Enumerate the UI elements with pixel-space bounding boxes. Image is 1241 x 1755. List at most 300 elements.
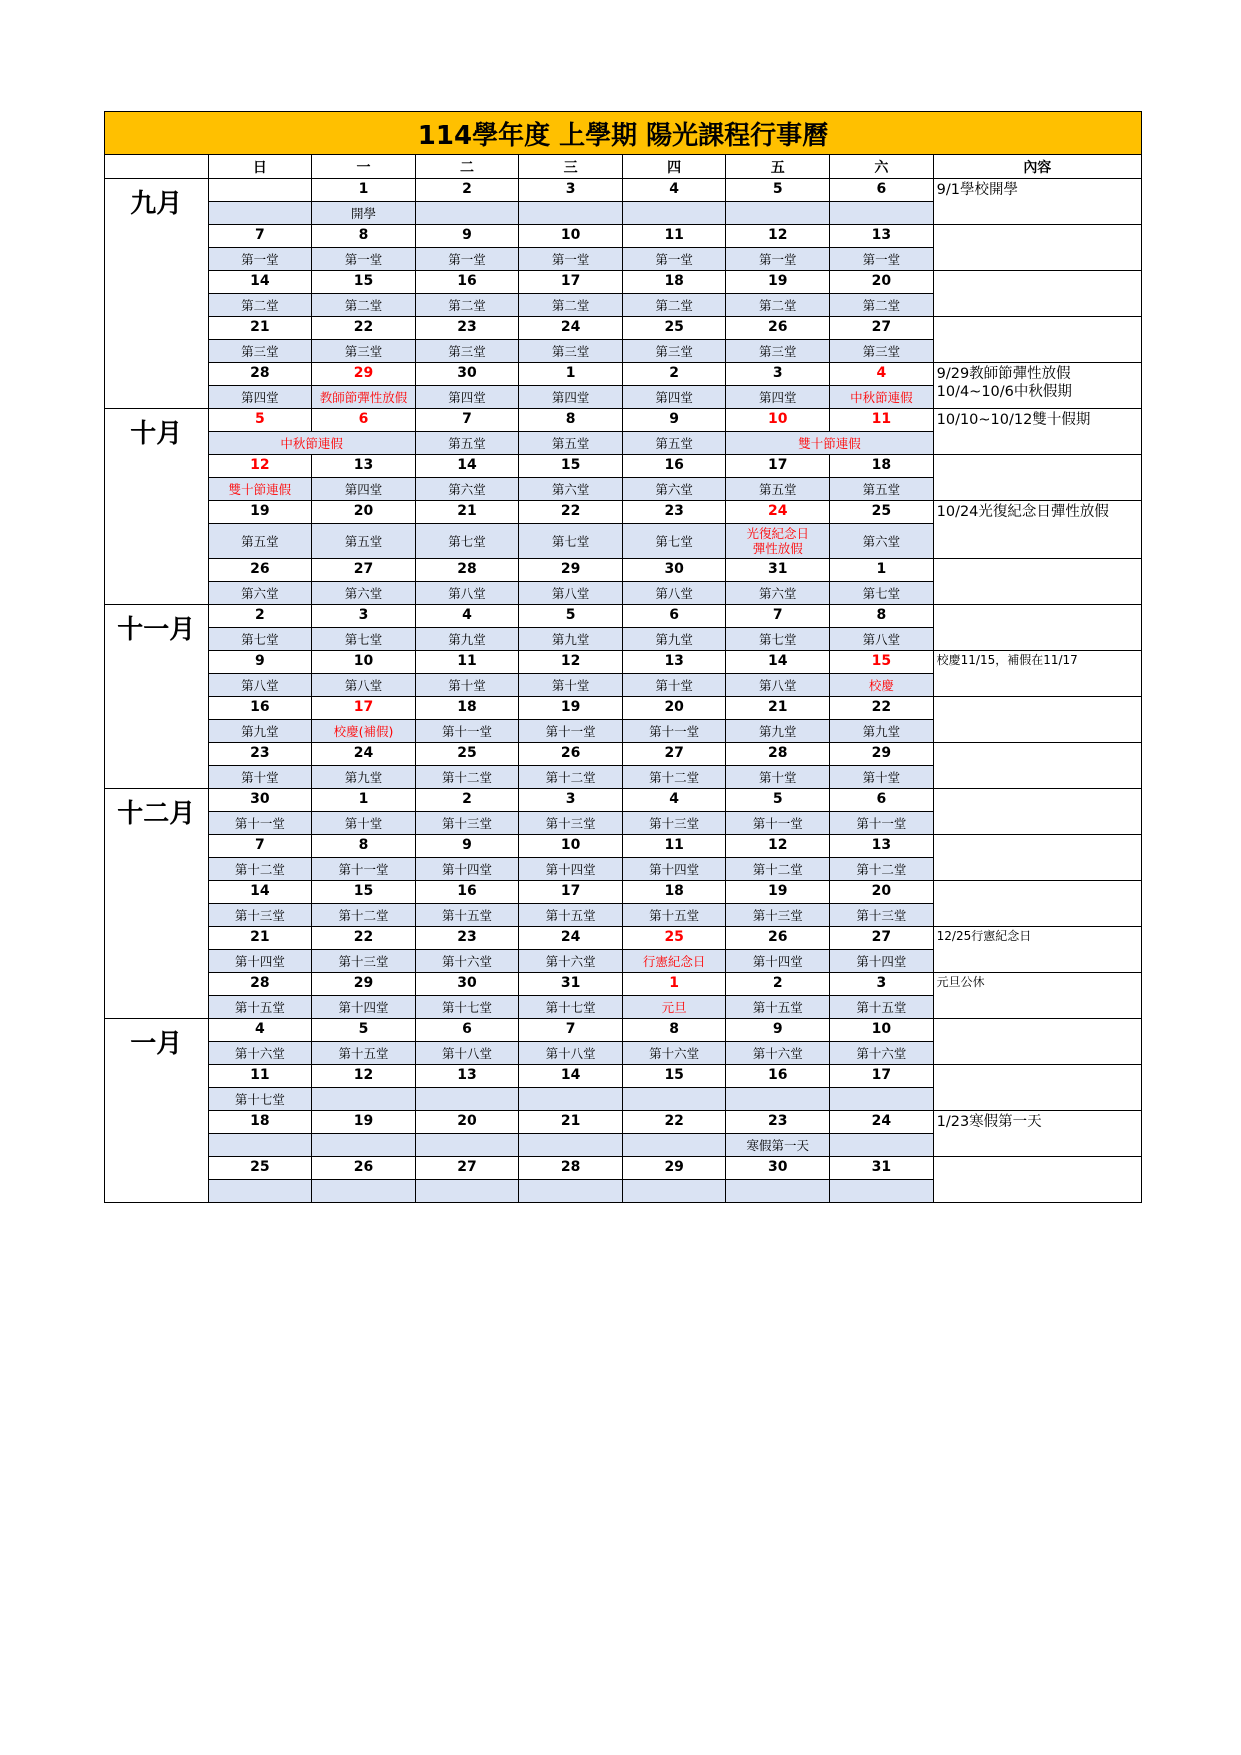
day-note: [622, 1180, 726, 1203]
day-number: 6: [830, 179, 934, 202]
week-day-row: [105, 1019, 1142, 1042]
day-note: [312, 1134, 416, 1157]
day-number: 8: [519, 409, 623, 432]
content-header: 內容: [933, 155, 1141, 179]
day-note: 第十一堂: [312, 858, 416, 881]
day-number: 30: [622, 559, 726, 582]
day-note: 校慶: [830, 674, 934, 697]
day-number: 9: [622, 409, 726, 432]
day-note: [622, 1134, 726, 1157]
day-number: 15: [830, 651, 934, 674]
day-note: 中秋節連假: [208, 432, 415, 455]
calendar-title: 114學年度 上學期 陽光課程行事曆: [105, 112, 1142, 155]
day-note: 第十三堂: [312, 950, 416, 973]
day-number: 12: [726, 225, 830, 248]
day-number: 23: [415, 927, 519, 950]
day-number: 18: [208, 1111, 312, 1134]
week-content: 元旦公休: [933, 973, 1141, 1019]
week-day-row: [105, 317, 1142, 340]
day-note: [312, 1180, 416, 1203]
day-note: 第一堂: [208, 248, 312, 271]
day-number: 17: [830, 1065, 934, 1088]
day-number: 2: [622, 363, 726, 386]
day-note: 第七堂: [726, 628, 830, 651]
day-note: 第十四堂: [519, 858, 623, 881]
day-note: 第二堂: [830, 294, 934, 317]
day-number: 24: [519, 927, 623, 950]
week-day-row: [105, 881, 1142, 904]
day-number: 14: [415, 455, 519, 478]
day-number: 21: [208, 317, 312, 340]
day-note: 第八堂: [622, 582, 726, 605]
calendar-body: [105, 179, 1142, 1203]
day-note: [622, 202, 726, 225]
day-note: [415, 1134, 519, 1157]
day-number: 12: [312, 1065, 416, 1088]
day-number: 22: [312, 927, 416, 950]
day-note: [726, 202, 830, 225]
day-note: 第六堂: [726, 582, 830, 605]
day-number: 7: [208, 225, 312, 248]
day-number: 20: [312, 501, 416, 524]
day-number: 31: [726, 559, 830, 582]
day-note: 第七堂: [415, 524, 519, 559]
day-note: [622, 1088, 726, 1111]
weekday-header: 日: [208, 155, 312, 179]
day-number: 9: [726, 1019, 830, 1042]
month-label: 一月: [105, 1019, 209, 1203]
day-note: [519, 1180, 623, 1203]
day-number: 16: [208, 697, 312, 720]
day-number: 29: [519, 559, 623, 582]
day-note: 第十五堂: [726, 996, 830, 1019]
day-note: 第四堂: [519, 386, 623, 409]
day-note: 第九堂: [415, 628, 519, 651]
day-number: 21: [415, 501, 519, 524]
day-number: 18: [830, 455, 934, 478]
day-note: 第二堂: [208, 294, 312, 317]
week-day-row: [105, 743, 1142, 766]
day-number: 31: [519, 973, 623, 996]
day-note: 第十四堂: [312, 996, 416, 1019]
day-note: 中秋節連假: [830, 386, 934, 409]
day-note: 第十八堂: [519, 1042, 623, 1065]
day-note: 第三堂: [312, 340, 416, 363]
day-note: 第十堂: [830, 766, 934, 789]
day-note: 第二堂: [312, 294, 416, 317]
day-number: 5: [726, 179, 830, 202]
day-number: 5: [519, 605, 623, 628]
day-note: 第一堂: [519, 248, 623, 271]
day-number: 19: [726, 271, 830, 294]
weekday-header: 一: [312, 155, 416, 179]
week-day-row: [105, 1065, 1142, 1088]
day-note: 第五堂: [312, 524, 416, 559]
day-note: 校慶(補假): [312, 720, 416, 743]
day-note: 第十四堂: [622, 858, 726, 881]
month-label: 十二月: [105, 789, 209, 1019]
day-note: 第九堂: [622, 628, 726, 651]
day-number: 15: [312, 271, 416, 294]
day-number: 6: [830, 789, 934, 812]
day-note: 第三堂: [415, 340, 519, 363]
day-note: [208, 1180, 312, 1203]
week-day-row: [105, 179, 1142, 202]
day-note: 第三堂: [519, 340, 623, 363]
day-number: 13: [622, 651, 726, 674]
day-note: [312, 1088, 416, 1111]
day-note: 第十六堂: [726, 1042, 830, 1065]
day-number: 27: [830, 317, 934, 340]
day-note: 第十六堂: [208, 1042, 312, 1065]
day-number: 6: [415, 1019, 519, 1042]
day-note: 第十一堂: [519, 720, 623, 743]
day-number: 17: [519, 271, 623, 294]
day-number: 14: [208, 271, 312, 294]
day-number: 31: [830, 1157, 934, 1180]
day-note: 第十二堂: [726, 858, 830, 881]
day-note: 第六堂: [415, 478, 519, 501]
day-number: 20: [830, 271, 934, 294]
day-note: 第四堂: [208, 386, 312, 409]
week-content: 10/10~10/12雙十假期: [933, 409, 1141, 455]
day-number: 4: [622, 179, 726, 202]
day-number: 28: [519, 1157, 623, 1180]
day-number: 3: [519, 789, 623, 812]
day-number: 1: [830, 559, 934, 582]
day-note: 第五堂: [519, 432, 623, 455]
day-note: 第六堂: [830, 524, 934, 559]
day-number: 18: [622, 271, 726, 294]
day-number: 8: [622, 1019, 726, 1042]
day-note: [415, 1180, 519, 1203]
day-note: 第十五堂: [208, 996, 312, 1019]
day-number: 29: [830, 743, 934, 766]
day-note: 第五堂: [208, 524, 312, 559]
month-label: 十一月: [105, 605, 209, 789]
day-number: 24: [519, 317, 623, 340]
day-number: 24: [726, 501, 830, 524]
day-note: 第十一堂: [830, 812, 934, 835]
day-note: 第九堂: [208, 720, 312, 743]
week-day-row: [105, 697, 1142, 720]
day-note: 第八堂: [208, 674, 312, 697]
day-number: 14: [726, 651, 830, 674]
day-note: 第十六堂: [519, 950, 623, 973]
week-content: 9/1學校開學: [933, 179, 1141, 225]
day-number: 27: [830, 927, 934, 950]
week-day-row: [105, 651, 1142, 674]
weekday-header: 二: [415, 155, 519, 179]
day-note: 開學: [312, 202, 416, 225]
week-day-row: [105, 455, 1142, 478]
day-note: 第四堂: [312, 478, 416, 501]
day-number: 26: [208, 559, 312, 582]
day-number: 20: [830, 881, 934, 904]
day-note: 第五堂: [415, 432, 519, 455]
week-content: [933, 455, 1141, 501]
day-number: 19: [312, 1111, 416, 1134]
day-number: 29: [622, 1157, 726, 1180]
day-note: 雙十節連假: [726, 432, 933, 455]
week-content: [933, 317, 1141, 363]
day-number: 22: [830, 697, 934, 720]
week-content: 校慶11/15，補假在11/17: [933, 651, 1141, 697]
week-content: [933, 1019, 1141, 1065]
day-note: 第九堂: [519, 628, 623, 651]
day-note: 第十二堂: [208, 858, 312, 881]
day-number: 22: [519, 501, 623, 524]
day-note: 第三堂: [208, 340, 312, 363]
day-note: 第八堂: [415, 582, 519, 605]
day-note: 第十七堂: [519, 996, 623, 1019]
day-note: 第十七堂: [208, 1088, 312, 1111]
day-note: 第十四堂: [726, 950, 830, 973]
day-number: 1: [312, 179, 416, 202]
week-day-row: [105, 973, 1142, 996]
day-note: 第三堂: [830, 340, 934, 363]
day-note: 第十六堂: [415, 950, 519, 973]
day-note: 第二堂: [519, 294, 623, 317]
day-note: 第十五堂: [519, 904, 623, 927]
day-note: 第七堂: [622, 524, 726, 559]
day-note: 第十一堂: [208, 812, 312, 835]
week-day-row: [105, 789, 1142, 812]
day-number: 13: [830, 835, 934, 858]
day-note: 第四堂: [726, 386, 830, 409]
day-note: 第十二堂: [622, 766, 726, 789]
day-note: 第十二堂: [415, 766, 519, 789]
day-note: 第十三堂: [415, 812, 519, 835]
day-number: 19: [726, 881, 830, 904]
day-number: 17: [312, 697, 416, 720]
month-label: 九月: [105, 179, 209, 409]
day-number: 15: [312, 881, 416, 904]
day-number: 25: [622, 317, 726, 340]
day-number: 28: [208, 973, 312, 996]
week-day-row: [105, 835, 1142, 858]
week-day-row: [105, 225, 1142, 248]
day-number: 13: [415, 1065, 519, 1088]
day-note: 第十五堂: [830, 996, 934, 1019]
day-number: 12: [726, 835, 830, 858]
month-label: 十月: [105, 409, 209, 605]
day-number: 10: [519, 225, 623, 248]
weekday-header: 四: [622, 155, 726, 179]
day-number: 16: [415, 881, 519, 904]
day-number: 9: [415, 835, 519, 858]
day-number: 7: [415, 409, 519, 432]
day-number: 23: [208, 743, 312, 766]
day-number: [208, 179, 312, 202]
day-number: 23: [415, 317, 519, 340]
day-number: 21: [208, 927, 312, 950]
day-note: 第五堂: [622, 432, 726, 455]
day-note: 第八堂: [726, 674, 830, 697]
day-number: 3: [726, 363, 830, 386]
day-note: 第十一堂: [726, 812, 830, 835]
day-number: 4: [415, 605, 519, 628]
day-number: 30: [415, 973, 519, 996]
day-number: 13: [830, 225, 934, 248]
day-number: 2: [726, 973, 830, 996]
day-note: 第七堂: [312, 628, 416, 651]
day-number: 7: [726, 605, 830, 628]
day-note: 教師節彈性放假: [312, 386, 416, 409]
day-number: 26: [312, 1157, 416, 1180]
day-number: 26: [726, 317, 830, 340]
day-note: 第九堂: [726, 720, 830, 743]
day-note: 第一堂: [622, 248, 726, 271]
week-day-row: [105, 605, 1142, 628]
day-note: [830, 1180, 934, 1203]
day-note: [830, 1088, 934, 1111]
day-number: 4: [830, 363, 934, 386]
day-note: 第十堂: [415, 674, 519, 697]
week-day-row: [105, 1111, 1142, 1134]
day-note: 第十五堂: [312, 1042, 416, 1065]
day-note: [415, 202, 519, 225]
day-note: 第十六堂: [830, 1042, 934, 1065]
weekday-header: 六: [830, 155, 934, 179]
day-number: 10: [830, 1019, 934, 1042]
day-number: 17: [519, 881, 623, 904]
day-note: 第八堂: [519, 582, 623, 605]
day-note: [519, 202, 623, 225]
day-number: 16: [622, 455, 726, 478]
day-note: 第十四堂: [208, 950, 312, 973]
day-number: 24: [830, 1111, 934, 1134]
day-number: 11: [622, 835, 726, 858]
day-note: [519, 1088, 623, 1111]
week-content: 10/24光復紀念日彈性放假: [933, 501, 1141, 559]
day-note: 第一堂: [312, 248, 416, 271]
day-number: 25: [208, 1157, 312, 1180]
day-number: 27: [415, 1157, 519, 1180]
day-number: 22: [312, 317, 416, 340]
day-note: [519, 1134, 623, 1157]
week-content: [933, 605, 1141, 651]
day-note: 第十二堂: [519, 766, 623, 789]
day-number: 19: [208, 501, 312, 524]
day-number: 3: [312, 605, 416, 628]
day-note: [726, 1180, 830, 1203]
day-note: 第一堂: [830, 248, 934, 271]
day-number: 9: [415, 225, 519, 248]
day-number: 25: [622, 927, 726, 950]
day-note: [415, 1088, 519, 1111]
day-note: 第十堂: [312, 812, 416, 835]
week-content: [933, 1157, 1141, 1203]
week-day-row: [105, 1157, 1142, 1180]
day-number: 9: [208, 651, 312, 674]
day-note: 第九堂: [830, 720, 934, 743]
day-number: 6: [622, 605, 726, 628]
day-number: 22: [622, 1111, 726, 1134]
day-number: 27: [622, 743, 726, 766]
day-note: 第四堂: [622, 386, 726, 409]
day-note: 第八堂: [312, 674, 416, 697]
day-note: [208, 1134, 312, 1157]
day-note: 第十八堂: [415, 1042, 519, 1065]
day-number: 8: [312, 835, 416, 858]
day-number: 10: [519, 835, 623, 858]
week-content: 9/29教師節彈性放假 10/4~10/6中秋假期: [933, 363, 1141, 409]
day-note: 第十堂: [208, 766, 312, 789]
day-note: 行憲紀念日: [622, 950, 726, 973]
week-content: [933, 743, 1141, 789]
day-note: 第十堂: [519, 674, 623, 697]
day-number: 28: [415, 559, 519, 582]
day-number: 15: [622, 1065, 726, 1088]
day-note: 第十四堂: [830, 950, 934, 973]
weekday-header: 五: [726, 155, 830, 179]
day-note: 第七堂: [208, 628, 312, 651]
day-note: 雙十節連假: [208, 478, 312, 501]
day-number: 5: [726, 789, 830, 812]
day-note: 第十一堂: [415, 720, 519, 743]
day-note: 第十堂: [622, 674, 726, 697]
day-note: 元旦: [622, 996, 726, 1019]
day-note: 第十四堂: [415, 858, 519, 881]
calendar-table: [104, 111, 1142, 1203]
day-note: 第十三堂: [622, 812, 726, 835]
day-number: 30: [726, 1157, 830, 1180]
day-note: 第三堂: [726, 340, 830, 363]
day-note: 第十七堂: [415, 996, 519, 1019]
day-number: 4: [208, 1019, 312, 1042]
week-content: [933, 881, 1141, 927]
day-number: 25: [830, 501, 934, 524]
day-note: [208, 202, 312, 225]
day-note: 第七堂: [830, 582, 934, 605]
day-number: 16: [726, 1065, 830, 1088]
day-number: 30: [415, 363, 519, 386]
day-number: 11: [415, 651, 519, 674]
day-number: 6: [312, 409, 416, 432]
day-note: 第一堂: [726, 248, 830, 271]
day-note: 第二堂: [622, 294, 726, 317]
day-number: 14: [519, 1065, 623, 1088]
week-content: [933, 1065, 1141, 1111]
week-content: [933, 271, 1141, 317]
weekday-header-row: [105, 155, 1142, 179]
week-content: [933, 225, 1141, 271]
week-content: 12/25行憲紀念日: [933, 927, 1141, 973]
day-number: 11: [208, 1065, 312, 1088]
day-number: 16: [415, 271, 519, 294]
day-note: 寒假第一天: [726, 1134, 830, 1157]
week-day-row: [105, 271, 1142, 294]
day-number: 11: [622, 225, 726, 248]
day-note: 第十五堂: [622, 904, 726, 927]
day-number: 20: [415, 1111, 519, 1134]
day-number: 12: [208, 455, 312, 478]
day-number: 14: [208, 881, 312, 904]
day-number: 18: [622, 881, 726, 904]
day-number: 8: [312, 225, 416, 248]
day-note: 第四堂: [415, 386, 519, 409]
week-day-row: [105, 409, 1142, 432]
day-number: 11: [830, 409, 934, 432]
day-number: 25: [415, 743, 519, 766]
day-number: 15: [519, 455, 623, 478]
day-number: 28: [726, 743, 830, 766]
day-note: 第六堂: [312, 582, 416, 605]
day-number: 12: [519, 651, 623, 674]
day-note: 第三堂: [622, 340, 726, 363]
day-number: 29: [312, 363, 416, 386]
